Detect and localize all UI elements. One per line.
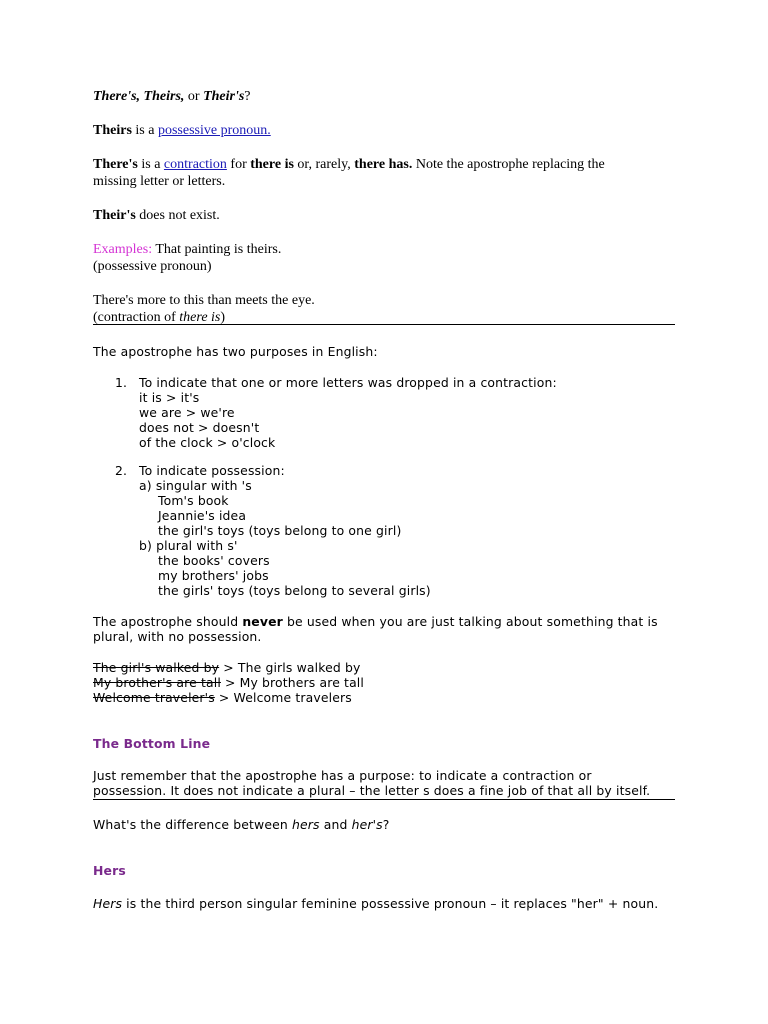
theres-bold-1: there is (250, 157, 294, 172)
list-number-1: 1. (115, 375, 128, 390)
hers-term: Hers (93, 896, 123, 911)
divider-1 (93, 324, 675, 325)
item-1-lead: To indicate that one or more letters was dropped in a contraction: (139, 375, 557, 390)
plural-label: b) plural with s' (139, 538, 238, 553)
title-part-1: There's, Theirs, (93, 89, 185, 104)
correction-row (93, 690, 675, 705)
possession-example: the girl's toys (toys belong to one girl) (158, 523, 402, 538)
possession-example: Jeannie's idea (158, 508, 247, 523)
apostrophe-intro: The apostrophe has two purposes in English: (93, 344, 378, 359)
hers-q-text-1: What's the difference between (93, 817, 292, 832)
bottom-line-2: possession. It does not indicate a plural – the letter s does a fine job of that all by itself. (93, 783, 651, 798)
bottom-line-heading: The Bottom Line (93, 736, 211, 751)
hers-q-text-2: and (319, 817, 352, 832)
contraction-example: of the clock > o'clock (139, 435, 276, 450)
theirs-term: Theirs (93, 123, 132, 138)
wrong-example: Welcome traveler's (93, 690, 215, 705)
examples-label: Examples: (93, 242, 153, 257)
example-1: That painting is theirs. (152, 242, 282, 257)
hers-text: is the third person singular feminine possessive pronoun – it replaces "her" + noun. (122, 896, 659, 911)
never-bold: never (242, 614, 283, 629)
list-number-2: 2. (115, 463, 128, 478)
possessive-pronoun-link[interactable]: possessive pronoun. (157, 123, 271, 138)
title-part-4: ? (244, 89, 251, 104)
contraction-example: it is > it's (139, 390, 200, 405)
example-2-note-a: (contraction of (93, 310, 180, 325)
page-title (93, 88, 675, 105)
hers-q-em-2: her's (351, 817, 383, 832)
theres-line-2: missing letter or letters. (93, 174, 226, 189)
contraction-example: we are > we're (139, 405, 235, 420)
example-1-note: (possessive pronoun) (93, 259, 212, 274)
their-s-term: Their's (93, 208, 136, 223)
theres-text-2: for (226, 157, 251, 172)
example-2-block (93, 292, 675, 326)
list-item-2 (93, 463, 675, 598)
possession-example: Tom's book (158, 493, 229, 508)
bottom-line-paragraph (93, 768, 675, 798)
right-example: > My brothers are tall (220, 675, 364, 690)
bottom-line-1: Just remember that the apostrophe has a purpose: to indicate a contraction or (93, 768, 592, 783)
hers-heading: Hers (93, 863, 126, 878)
hers-question (93, 817, 675, 832)
possession-example: the books' covers (158, 553, 270, 568)
wrong-example: My brother's are tall (93, 675, 221, 690)
theres-bold-2: there has. (354, 157, 413, 172)
hers-definition (93, 896, 675, 911)
right-example: > The girls walked by (219, 660, 361, 675)
theres-text-4: Note the apostrophe replacing the (412, 157, 605, 172)
example-2: There's more to this than meets the eye. (93, 293, 315, 308)
possession-example: my brothers' jobs (158, 568, 269, 583)
their-s-note (93, 207, 675, 224)
contraction-link[interactable]: contraction (163, 157, 227, 172)
theres-term: There's (93, 157, 138, 172)
theirs-definition (93, 122, 675, 139)
item-2-lead: To indicate possession: (139, 463, 285, 478)
title-part-3: Their's (203, 89, 245, 104)
possession-example: the girls' toys (toys belong to several girls) (158, 583, 431, 598)
correction-row (93, 660, 675, 675)
never-line-2: plural, with no possession. (93, 629, 262, 644)
list-item-1 (93, 375, 675, 450)
never-paragraph (93, 614, 675, 644)
their-s-text: does not exist. (135, 208, 220, 223)
hers-q-text-3: ? (382, 817, 390, 832)
never-text-2: be used when you are just talking about something that is (282, 614, 658, 629)
singular-label: a) singular with 's (139, 478, 252, 493)
theres-definition (93, 156, 675, 190)
wrong-example: The girl's walked by (93, 660, 220, 675)
divider-2 (93, 799, 675, 800)
examples-block (93, 241, 675, 275)
right-example: > Welcome travelers (214, 690, 352, 705)
example-2-note-em: there is (179, 310, 221, 325)
theirs-text: is a (131, 123, 158, 138)
theres-text-1: is a (137, 157, 164, 172)
example-2-note-b: ) (220, 310, 226, 325)
theres-text-3: or, rarely, (293, 157, 355, 172)
wrong-right-examples (93, 660, 675, 705)
contraction-example: does not > doesn't (139, 420, 260, 435)
hers-q-em-1: hers (291, 817, 320, 832)
title-part-2: or (184, 89, 204, 104)
correction-row (93, 675, 675, 690)
never-text-1: The apostrophe should (93, 614, 243, 629)
